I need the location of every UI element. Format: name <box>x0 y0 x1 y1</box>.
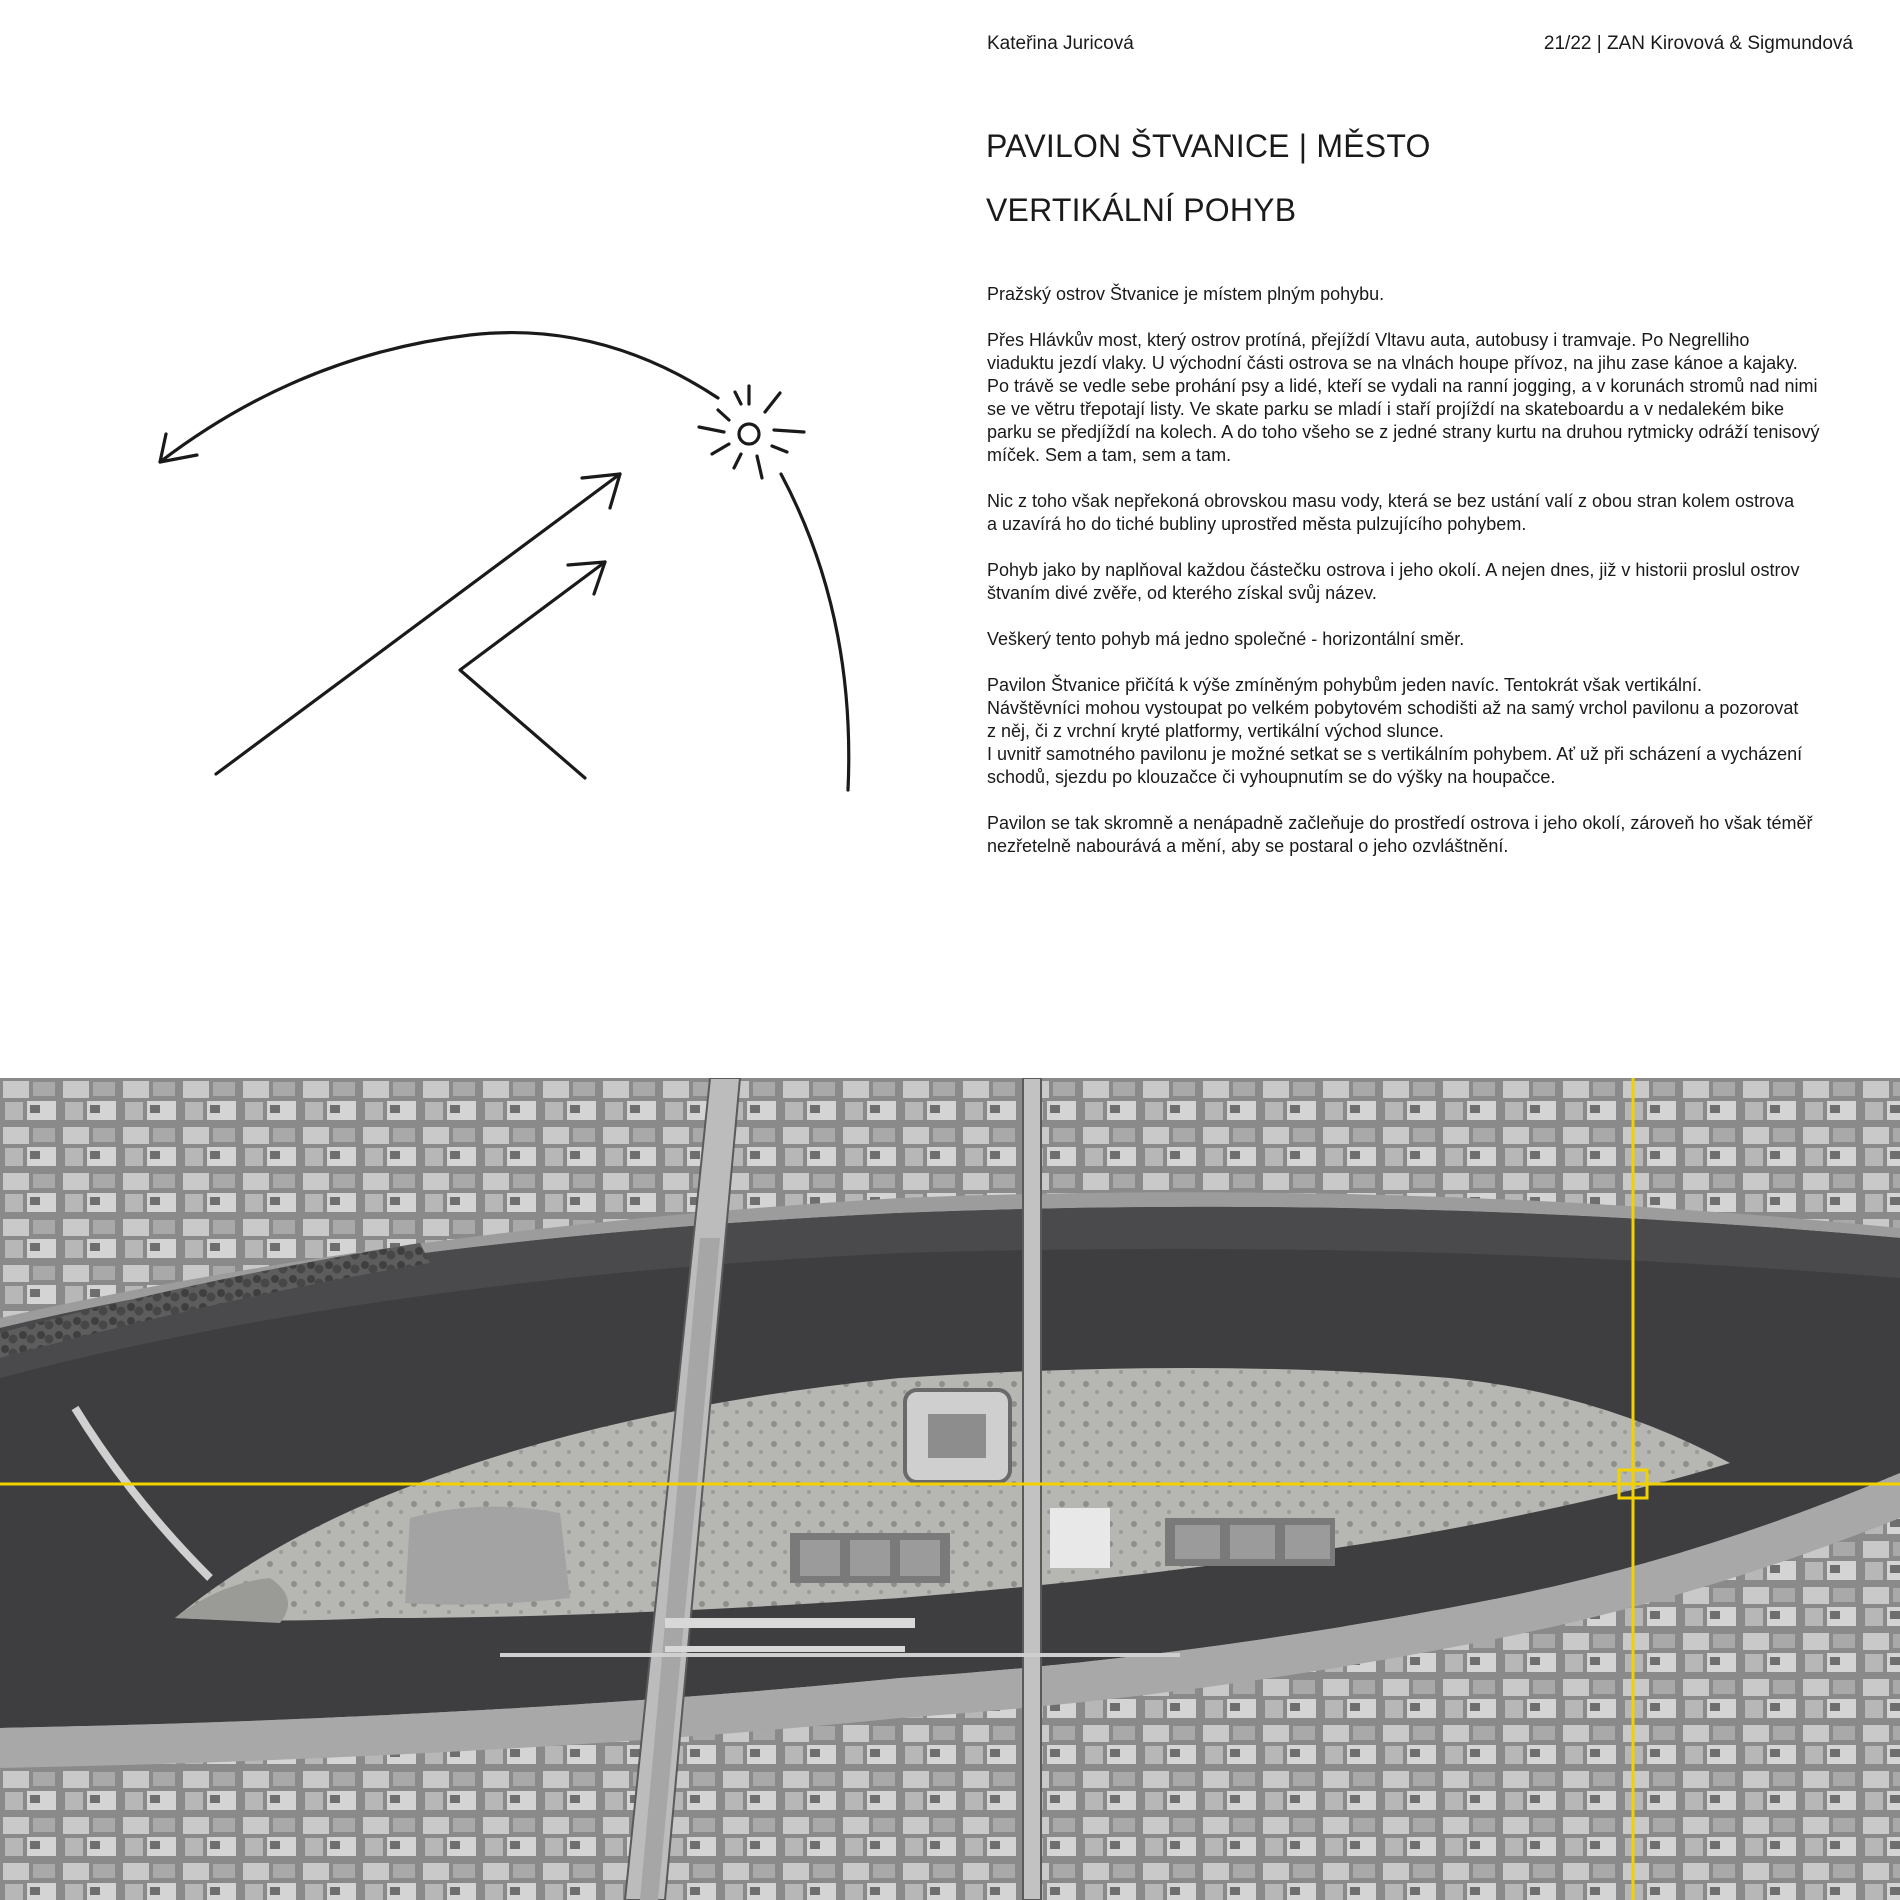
skate-park <box>405 1507 570 1605</box>
page-subtitle: VERTIKÁLNÍ POHYB <box>986 192 1297 228</box>
text-line: schodů, sjezdu po klouzačce či vyhoupnutím se do výšky na houpačce. <box>987 767 1556 787</box>
text-line: Veškerý tento pohyb má jedno společné - horizontální směr. <box>987 629 1465 649</box>
text-line: Pavilon Štvanice přičítá k výše zmíněným pohybům jeden navíc. Tentokrát však vertikální. <box>987 675 1702 695</box>
vertical-turn-arrow-icon <box>460 562 605 778</box>
course-label: 21/22 | ZAN Kirovová & Sigmundová <box>1543 33 1853 54</box>
descending-arc-line <box>781 474 849 790</box>
paragraph-3 <box>987 490 1877 536</box>
text-line: Pražský ostrov Štvanice je místem plným pohybu. <box>987 284 1385 304</box>
text-line: parku se předjíždí na kolech. A do toho všeho se z jedné strany kurtu na druhou rytmicky odráží tenisový <box>987 422 1820 442</box>
text-line: štvaním divé zvěře, od kterého získal svůj název. <box>987 583 1377 603</box>
text-line: Návštěvníci mohou vystoupat po velkém pobytovém schodišti až na samý vrchol pavilonu a pozorovat <box>987 698 1799 718</box>
author-name: Kateřina Juricová <box>987 33 1134 54</box>
paragraph-2 <box>987 329 1877 467</box>
text-line: Pohyb jako by naplňoval každou částečku ostrova i jeho okolí. A nejen dnes, již v historii proslul ostrov <box>987 560 1800 580</box>
text-line: se ve větru třepotají listy. Ve skate parku se mladí i staří projíždí na skateboardu a v nedalekém bike <box>987 399 1785 419</box>
text-line: viaduktu jezdí vlaky. U východní části ostrova se na vlnách houpe přívoz, na jihu zase kánoe a kajaky. <box>987 353 1798 373</box>
text-line: Přes Hlávkův most, který ostrov protíná, přejíždí Vltavu auta, autobusy i tramvaje. Po Negrelliho <box>987 330 1750 350</box>
text-line: nezřetelně nabourává a mění, aby se postaral o jeho ozvláštnění. <box>987 836 1509 856</box>
negrelli-viaduct <box>1023 1078 1041 1900</box>
paragraph-1 <box>987 283 1877 306</box>
lock-canal <box>665 1618 915 1628</box>
paragraph-4 <box>987 559 1877 605</box>
text-line: I uvnitř samotného pavilonu je možné setkat se s vertikálním pohybem. Ať už při scházení a vycházení <box>987 744 1803 764</box>
text-line: Pavilon se tak skromně a nenápadně začleňuje do prostředí ostrova i jeho okolí, zároveň ho však téměř <box>987 813 1813 833</box>
text-line: míček. Sem a tam, sem a tam. <box>987 445 1232 465</box>
text-line: Po trávě se vedle sebe prohání psy a lidé, kteří se vydali na ranní jogging, a v korunách stromů nad nimi <box>987 376 1818 396</box>
text-line: z něj, či z vrchní kryté platformy, vertikální východ slunce. <box>987 721 1444 741</box>
diagonal-arrow-icon <box>216 474 620 774</box>
paragraph-7 <box>987 812 1877 858</box>
page-title: PAVILON ŠTVANICE | MĚSTO <box>986 128 1431 164</box>
sun-icon <box>699 386 804 478</box>
aerial-map <box>0 1078 1900 1900</box>
paragraph-6 <box>987 674 1877 789</box>
text-line: Nic z toho však nepřekoná obrovskou masu vody, která se bez ustání valí z obou stran kolem ostrova <box>987 491 1795 511</box>
paragraph-5 <box>987 628 1877 651</box>
description-text <box>987 283 1877 881</box>
curved-arrow-icon <box>160 333 718 462</box>
movement-diagram <box>0 0 960 900</box>
text-line: a uzavírá ho do tiché bubliny uprostřed města pulzujícího pohybem. <box>987 514 1527 534</box>
